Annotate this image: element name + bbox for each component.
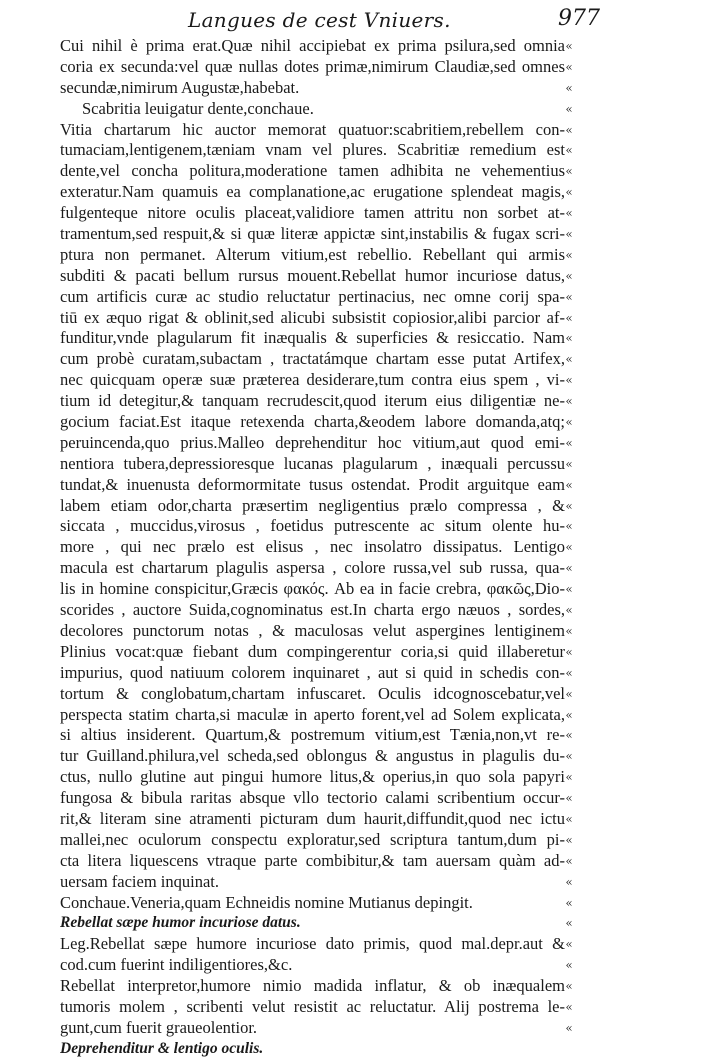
quotation-marker: « bbox=[565, 770, 573, 785]
quotation-marker: « bbox=[565, 832, 573, 847]
quotation-marker: « bbox=[565, 1020, 573, 1035]
quotation-marker: « bbox=[565, 916, 573, 931]
text-line: cta litera liquescens vtraque parte combibitur,& tam auersam quàm ad- bbox=[60, 850, 565, 870]
text-line: Rebellat interpretor,humore nimio madida inflatur, & ob inæqualem bbox=[60, 976, 565, 996]
text-line: cod.cum fuerint indiligentiores,&c. bbox=[60, 955, 293, 975]
text-line: cum probè curatam,subactam , tractatámque chartam esse putat Artifex, bbox=[60, 349, 565, 369]
page-number: 977 bbox=[558, 6, 600, 31]
text-line: coria ex secunda:vel quæ nullas dotes primæ,nimirum Claudiæ,sed omnes bbox=[60, 56, 565, 76]
quotation-marker: « bbox=[565, 268, 573, 283]
quotation-marker: « bbox=[565, 979, 573, 994]
quotation-marker-column bbox=[562, 36, 576, 1060]
text-line: nentiora tubera,depressioresque lucanas plagularum , inæquali percussu bbox=[60, 453, 565, 473]
quotation-marker: « bbox=[565, 206, 573, 221]
quotation-marker: « bbox=[565, 623, 573, 638]
text-line: Scabritia leuigatur dente,conchaue. bbox=[82, 98, 314, 118]
quotation-marker: « bbox=[565, 540, 573, 555]
quotation-marker: « bbox=[565, 561, 573, 576]
quotation-marker: « bbox=[565, 999, 573, 1014]
quotation-marker: « bbox=[565, 958, 573, 973]
text-line: lis in homine conspicitur,Græcis φακός. Ab ea in facie crebra, φακῶς,Dio- bbox=[60, 579, 565, 599]
quotation-marker: « bbox=[565, 101, 573, 116]
text-line: more , qui nec prælo est elisus , nec insolatro dissipatus. Lentigo bbox=[60, 537, 565, 557]
text-line: exteratur.Nam quamuis ea complanatione,ac erugatione splendeat magis, bbox=[60, 182, 565, 202]
quotation-marker: « bbox=[565, 373, 573, 388]
text-line: impurius, quod natiuum colorem inquinaret , aut si quid in schedis con- bbox=[60, 662, 565, 682]
text-line: gunt,cum fuerit graueolentior. bbox=[60, 1017, 258, 1037]
quotation-marker: « bbox=[565, 519, 573, 534]
quotation-marker: « bbox=[565, 728, 573, 743]
text-line: ptura non permanet. Alterum vitium,est rebellio. Rebellant qui armis bbox=[60, 244, 565, 264]
text-line: fulgenteque nitore oculis placeat,validiore tamen attritu non sorbet at- bbox=[60, 203, 565, 223]
quotation-marker: « bbox=[565, 477, 573, 492]
quotation-marker: « bbox=[565, 937, 573, 952]
quotation-marker: « bbox=[565, 310, 573, 325]
quotation-marker: « bbox=[565, 227, 573, 242]
quotation-marker: « bbox=[565, 59, 573, 74]
quotation-marker: « bbox=[565, 435, 573, 450]
text-line: si altius insiderent. Quartum,& postremum vitium,est Tænia,non,vt re- bbox=[60, 725, 565, 745]
text-line: tumaciam,lentigenem,tæniam vnam vel plures. Scabritiæ remedium est bbox=[60, 140, 565, 160]
page-header bbox=[60, 8, 600, 38]
quotation-marker: « bbox=[565, 80, 573, 95]
quotation-marker: « bbox=[565, 394, 573, 409]
text-line: nec quicquam operæ suæ præterea desiderare,tum contra eius spem , vi- bbox=[60, 370, 565, 390]
text-line: Conchaue.Veneria,quam Echneidis nomine Mutianus depingit. bbox=[60, 892, 473, 912]
text-line: ctus, nullo glutine aut pingui humore litus,& operius,in quo sola papyri bbox=[60, 767, 565, 787]
text-line: funditur,vnde plagularum fit inæqualis & superficies & resiccatio. Nam bbox=[60, 328, 565, 348]
text-line: Leg.Rebellat sæpe humore incuriose dato primis, quod mal.depr.aut & bbox=[60, 934, 565, 954]
quotation-marker: « bbox=[565, 874, 573, 889]
quotation-marker: « bbox=[565, 811, 573, 826]
quotation-marker: « bbox=[565, 665, 573, 680]
text-line: cum artificis curæ ac studio reluctatur pertinacius, nec omne corij spa- bbox=[60, 286, 565, 306]
quotation-marker: « bbox=[565, 122, 573, 137]
text-line: macula est chartarum plagulis aspersa , colore russa,vel sub russa, qua- bbox=[60, 558, 565, 578]
text-line: labem etiam odor,charta præsertim negligentius prælo compressa , & bbox=[60, 495, 565, 515]
text-line: Plinius vocat:quæ fiebant dum compingerentur coria,si quid illaberetur bbox=[60, 641, 565, 661]
quotation-marker: « bbox=[565, 498, 573, 513]
quotation-marker: « bbox=[565, 143, 573, 158]
quotation-marker: « bbox=[565, 352, 573, 367]
text-line: siccata , muccidus,virosus , foetidus putrescente ac situm olente hu- bbox=[60, 516, 565, 536]
quotation-marker: « bbox=[565, 749, 573, 764]
text-line: tortum & conglobatum,chartam infuscaret. Oculis idcognoscebatur,vel bbox=[60, 683, 565, 703]
quotation-marker: « bbox=[565, 644, 573, 659]
text-line: peruincenda,quo prius.Malleo deprehenditur hoc vitium,aut quod emi- bbox=[60, 432, 565, 452]
text-line: tur Guilland.philura,vel scheda,sed oblongus & angustus in plagulis du- bbox=[60, 746, 565, 766]
text-line: mallei,nec oculorum conspectu exploratur,sed scriptura tantum,dum pi- bbox=[60, 829, 565, 849]
quotation-marker: « bbox=[565, 582, 573, 597]
text-line: uersam faciem inquinat. bbox=[60, 871, 219, 891]
text-line: tramentum,sed respuit,& si quæ literæ appictæ sint,instabilis & fugax scri- bbox=[60, 224, 565, 244]
text-line: tumoris molem , scribenti velut resistit ac reluctatur. Alij postrema le- bbox=[60, 996, 565, 1016]
text-line: fungosa & bibula raritas absque vllo tectorio calami scribentium occur- bbox=[60, 788, 565, 808]
quotation-marker: « bbox=[565, 895, 573, 910]
text-line: Cui nihil è prima erat.Quæ nihil accipiebat ex prima psilura,sed omnia bbox=[60, 36, 565, 55]
quotation-marker: « bbox=[565, 791, 573, 806]
text-line: subditi & pacati bellum rursus mouent.Rebellat humor incuriose datus, bbox=[60, 265, 565, 285]
quotation-marker: « bbox=[565, 456, 573, 471]
text-line: Rebellat sæpe humor incuriose datus. bbox=[60, 914, 301, 932]
quotation-marker: « bbox=[565, 39, 573, 53]
text-line: dente,vel concha politura,moderatione tamen adhibita ne vehementius bbox=[60, 161, 565, 181]
body-text bbox=[60, 36, 565, 1060]
text-line: Deprehenditur & lentigo oculis. bbox=[60, 1039, 264, 1057]
quotation-marker: « bbox=[565, 185, 573, 200]
quotation-marker: « bbox=[565, 415, 573, 430]
text-line: secundæ,nimirum Augustæ,habebat. bbox=[60, 77, 300, 97]
quotation-marker: « bbox=[565, 603, 573, 618]
quotation-marker: « bbox=[565, 707, 573, 722]
text-line: tiū ex æquo rigat & oblinit,sed alicubi subsistit copiosior,alibi parcior af- bbox=[60, 307, 565, 327]
text-line: perspecta statim charta,si maculæ in aperto forent,vel ad Solem explicata, bbox=[60, 704, 565, 724]
quotation-marker: « bbox=[565, 331, 573, 346]
quotation-marker: « bbox=[565, 164, 573, 179]
text-line: tium id detegitur,& tanquam recrudescit,quod iterum eius diligentiæ ne- bbox=[60, 391, 565, 411]
text-line: decolores punctorum notas , & maculosas velut aspergines lentiginem bbox=[60, 620, 565, 640]
text-line: rit,& literam sine atramenti picturam dum haurit,diffundit,quod nec ictu bbox=[60, 808, 565, 828]
quotation-marker: « bbox=[565, 289, 573, 304]
quotation-marker: « bbox=[565, 247, 573, 262]
text-line: Vitia chartarum hic auctor memorat quatuor:scabritiem,rebellem con- bbox=[60, 119, 565, 139]
quotation-marker: « bbox=[565, 686, 573, 701]
running-title: Langues de cest Vniuers. bbox=[188, 8, 451, 32]
text-line: tundat,& inuenusta deformormitate tusus ostendat. Prodit arguitque eam bbox=[60, 474, 565, 494]
quotation-marker: « bbox=[565, 853, 573, 868]
text-line: scorides , auctore Suida,cognominatus est.In charta ergo næuos , sordes, bbox=[60, 600, 565, 620]
text-line: gocium faciat.Est itaque retexenda charta,&eodem labore domanda,atq; bbox=[60, 412, 565, 432]
facing-page-bleed bbox=[0, 40, 14, 1030]
